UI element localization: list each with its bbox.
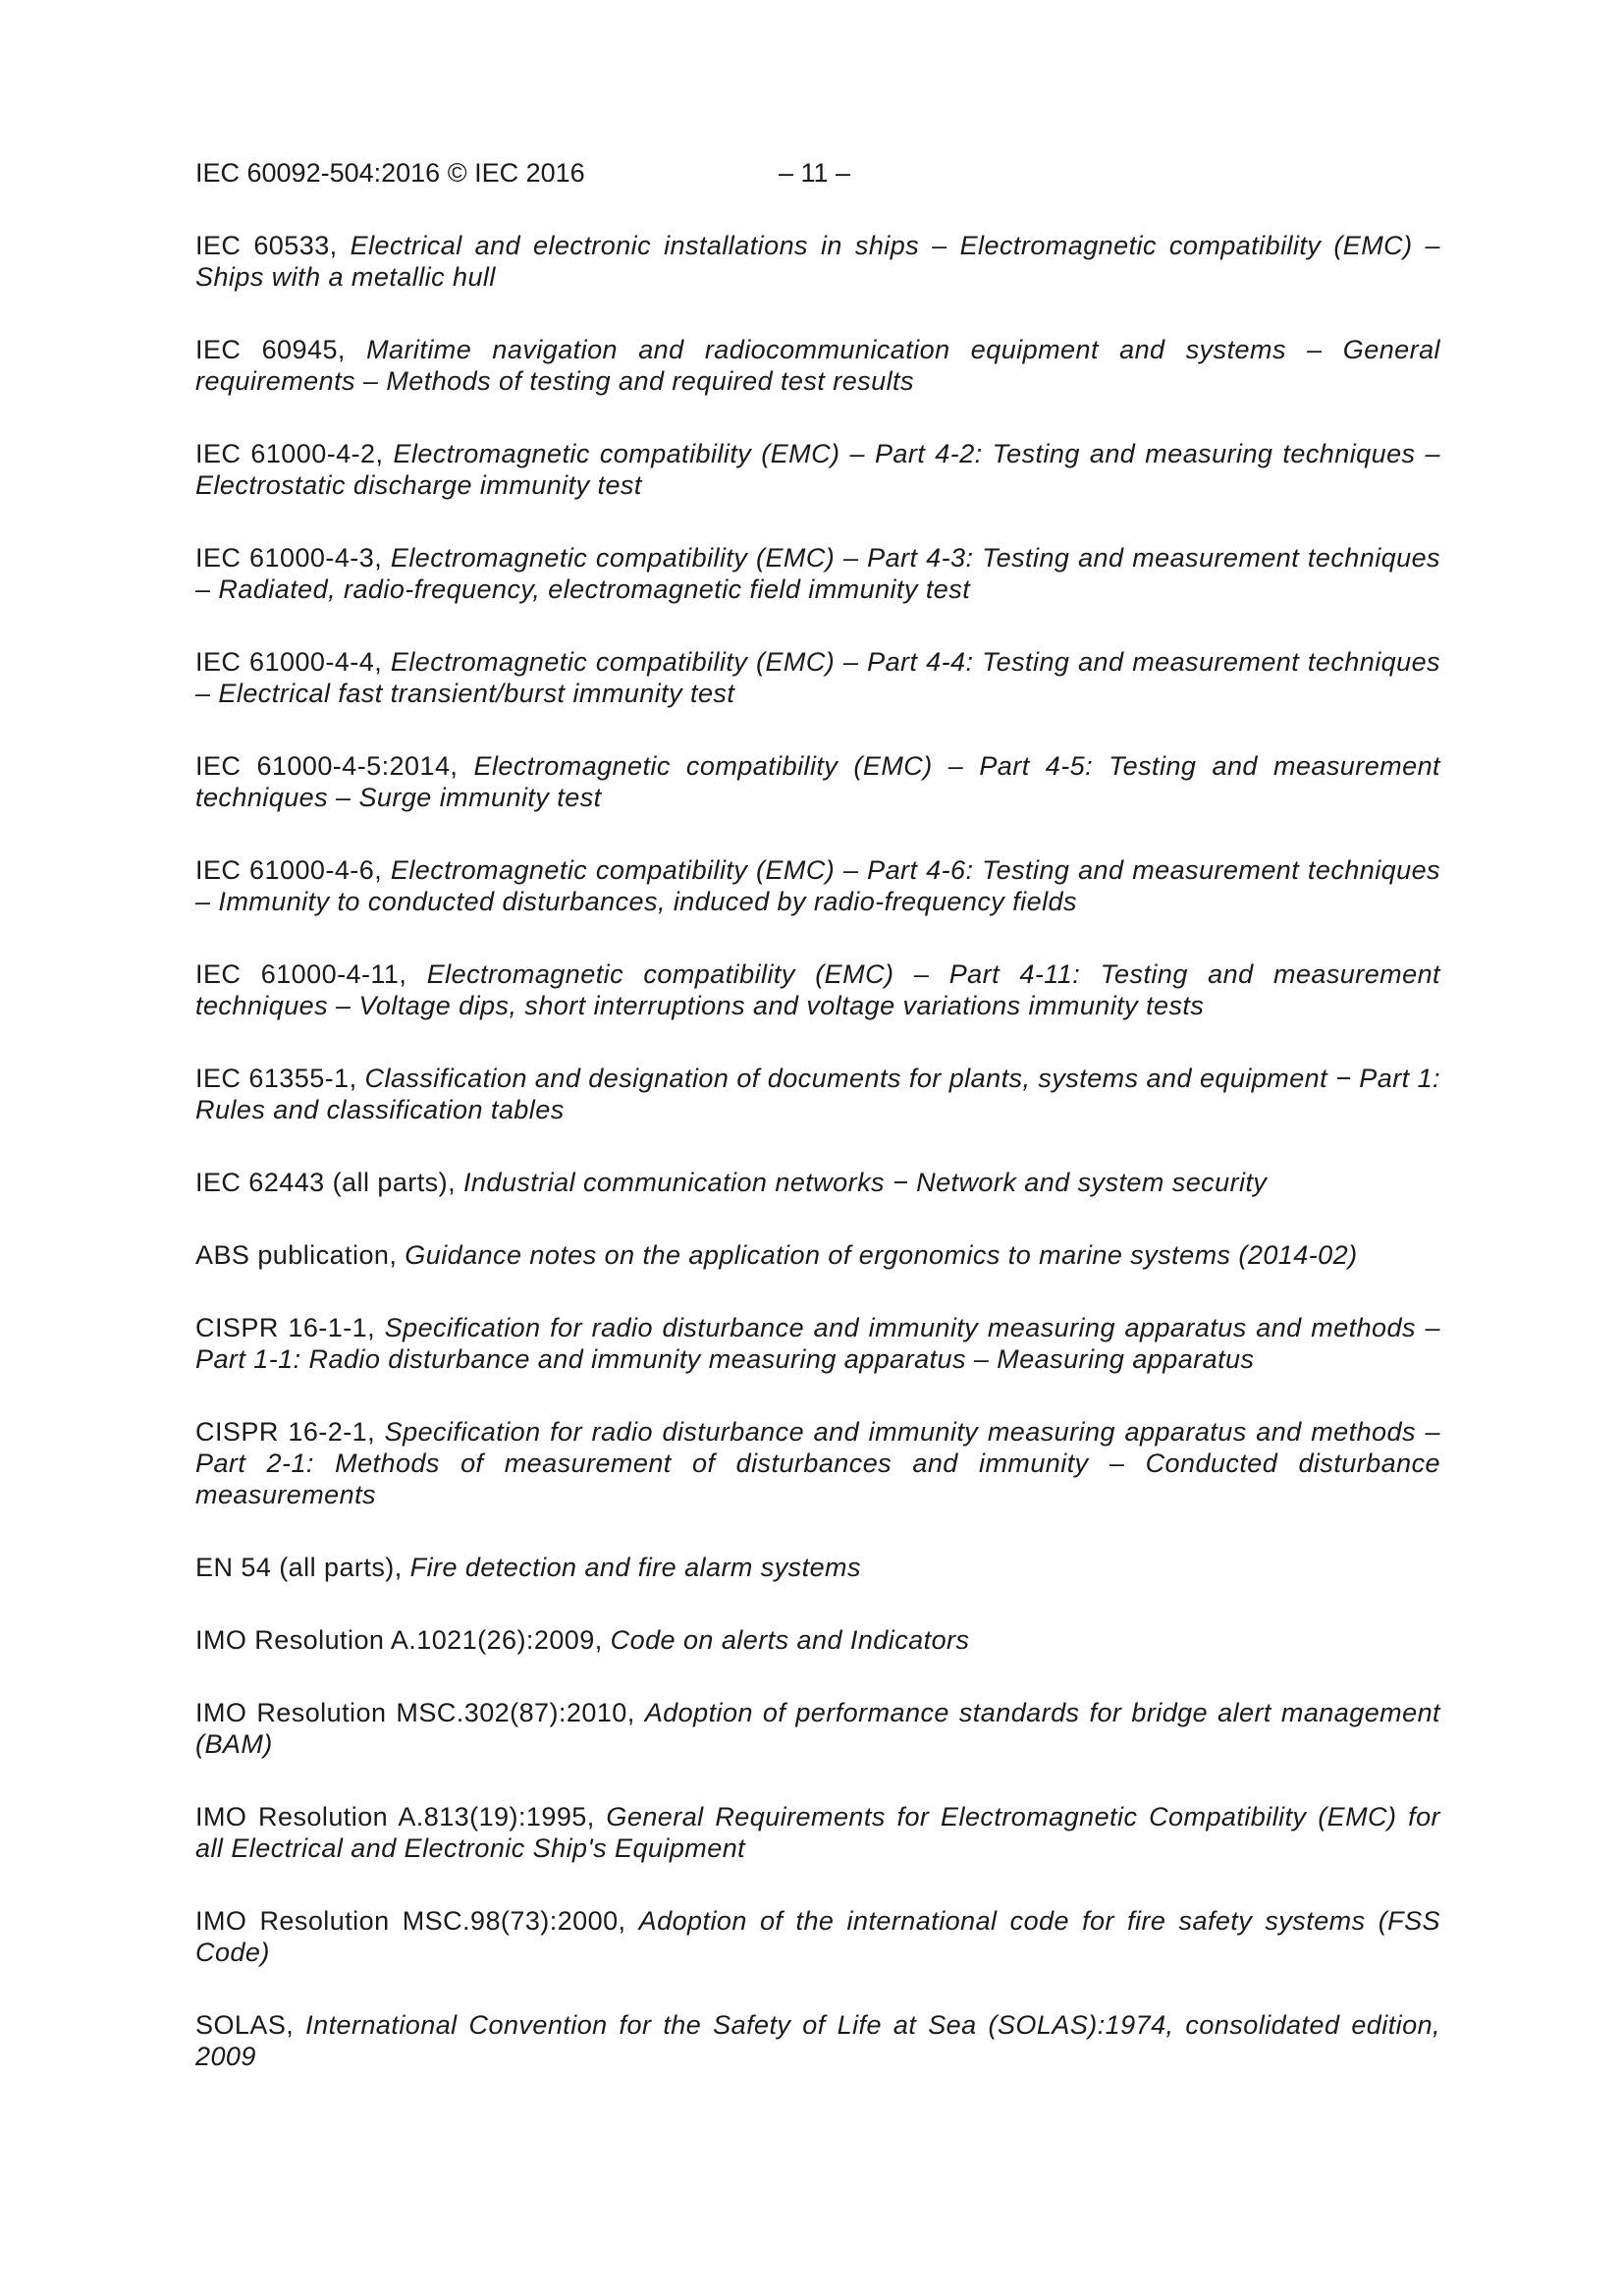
reference-id: IEC 61000-4-6, bbox=[195, 855, 391, 885]
reference-id: IEC 62443 (all parts), bbox=[195, 1168, 463, 1197]
reference-title: Electromagnetic compatibility (EMC) – Part 4-6: Testing and measurement techniques – Immunity to conducted disturbances, induced by radio-frequency fields bbox=[195, 855, 1441, 916]
reference-item bbox=[195, 542, 1440, 605]
reference-item bbox=[195, 1416, 1440, 1510]
reference-id: CISPR 16-2-1, bbox=[195, 1417, 385, 1447]
reference-title: Adoption of performance standards for bridge alert management (BAM) bbox=[195, 1698, 1440, 1759]
reference-id: IEC 61000-4-4, bbox=[195, 647, 391, 677]
reference-title: Code on alerts and Indicators bbox=[610, 1625, 970, 1655]
reference-item bbox=[195, 646, 1440, 709]
reference-title: Classification and designation of documents for plants, systems and equipment − Part 1: Rules and classification tables bbox=[195, 1064, 1441, 1124]
reference-item bbox=[195, 1239, 1440, 1271]
reference-item bbox=[195, 1905, 1440, 1968]
reference-item bbox=[195, 1801, 1440, 1864]
reference-item bbox=[195, 1697, 1440, 1760]
reference-title: Guidance notes on the application of ergonomics to marine systems (2014-02) bbox=[405, 1240, 1358, 1270]
reference-item bbox=[195, 438, 1440, 501]
reference-id: IEC 61000-4-2, bbox=[195, 439, 394, 468]
reference-id: IEC 61355-1, bbox=[195, 1064, 365, 1093]
reference-id: IEC 60945, bbox=[195, 335, 367, 364]
reference-item bbox=[195, 958, 1440, 1021]
reference-id: SOLAS, bbox=[195, 2010, 306, 2040]
reference-id: IEC 61000-4-3, bbox=[195, 543, 391, 573]
reference-item bbox=[195, 1167, 1440, 1198]
reference-title: Specification for radio disturbance and immunity measuring apparatus and methods – Part 1-1: Radio disturbance and immunity measuring apparatus – Measuring apparatus bbox=[195, 1313, 1440, 1374]
reference-list bbox=[195, 230, 1440, 2113]
reference-item bbox=[195, 1063, 1440, 1125]
reference-title: Electrical and electronic installations in ships – Electromagnetic compatibility (EMC) – Ships with a metallic hull bbox=[195, 231, 1440, 292]
page-number: – 11 – bbox=[779, 158, 851, 188]
reference-title: Fire detection and fire alarm systems bbox=[409, 1553, 861, 1582]
reference-id: IMO Resolution MSC.98(73):2000, bbox=[195, 1906, 639, 1936]
reference-title: Electromagnetic compatibility (EMC) – Part 4-5: Testing and measurement techniques – Surge immunity test bbox=[195, 751, 1440, 812]
reference-item bbox=[195, 854, 1440, 917]
reference-title: General Requirements for Electromagnetic Compatibility (EMC) for all Electrical and Electronic Ship's Equipment bbox=[195, 1802, 1440, 1863]
reference-id: ABS publication, bbox=[195, 1240, 406, 1270]
reference-title: Electromagnetic compatibility (EMC) – Part 4-2: Testing and measuring techniques – Electrostatic discharge immunity test bbox=[195, 439, 1440, 500]
reference-title: Adoption of the international code for fire safety systems (FSS Code) bbox=[195, 1906, 1440, 1967]
reference-id: IMO Resolution MSC.302(87):2010, bbox=[195, 1698, 645, 1727]
reference-item bbox=[195, 230, 1440, 293]
reference-title: Specification for radio disturbance and immunity measuring apparatus and methods – Part 2-1: Methods of measurement of disturbances and immunity – Conducted disturbance measurements bbox=[195, 1417, 1440, 1509]
reference-id: IEC 60533, bbox=[195, 231, 351, 260]
reference-title: International Convention for the Safety of Life at Sea (SOLAS):1974, consolidated edition, 2009 bbox=[195, 2010, 1440, 2071]
reference-item bbox=[195, 1624, 1440, 1656]
reference-title: Electromagnetic compatibility (EMC) – Part 4-4: Testing and measurement techniques – Electrical fast transient/burst immunity test bbox=[195, 647, 1441, 708]
reference-id: EN 54 (all parts), bbox=[195, 1553, 410, 1582]
reference-title: Electromagnetic compatibility (EMC) – Part 4-11: Testing and measurement techniques – Voltage dips, short interruptions and voltage variations immunity tests bbox=[195, 959, 1440, 1020]
reference-title: Maritime navigation and radiocommunication equipment and systems – General requirements – Methods of testing and required test results bbox=[195, 335, 1440, 396]
reference-item bbox=[195, 2009, 1440, 2072]
reference-id: IEC 61000-4-11, bbox=[195, 959, 427, 989]
reference-title: Electromagnetic compatibility (EMC) – Part 4-3: Testing and measurement techniques – Radiated, radio-frequency, electromagnetic field immunity test bbox=[195, 543, 1441, 604]
reference-item bbox=[195, 750, 1440, 813]
reference-id: IMO Resolution A.813(19):1995, bbox=[195, 1802, 607, 1831]
reference-id: IMO Resolution A.1021(26):2009, bbox=[195, 1625, 611, 1655]
reference-item bbox=[195, 334, 1440, 397]
reference-title: Industrial communication networks − Network and system security bbox=[462, 1168, 1268, 1197]
reference-id: CISPR 16-1-1, bbox=[195, 1313, 385, 1342]
standard-designation: IEC 60092-504:2016 © IEC 2016 bbox=[195, 158, 585, 188]
reference-item bbox=[195, 1552, 1440, 1583]
reference-id: IEC 61000-4-5:2014, bbox=[195, 751, 474, 781]
reference-item bbox=[195, 1312, 1440, 1375]
